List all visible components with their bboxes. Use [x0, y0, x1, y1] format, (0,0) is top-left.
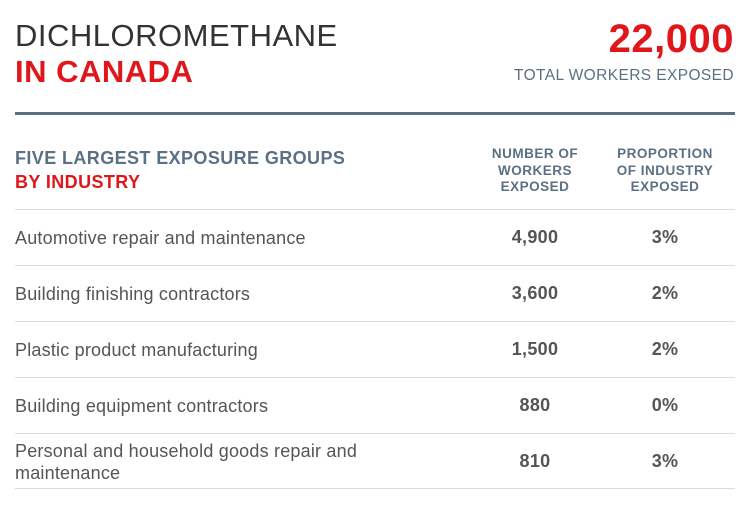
workers-cell: 4,900 — [511, 227, 559, 247]
workers-cell: 880 — [519, 395, 551, 415]
industry-cell: Building equipment contractors — [15, 395, 269, 416]
proportion-cell: 3% — [651, 451, 679, 471]
proportion-cell: 2% — [651, 339, 679, 359]
workers-cell: 3,600 — [511, 283, 559, 303]
column-header-proportion-line: EXPOSED — [630, 179, 700, 194]
column-header-proportion-line: PROPORTION — [617, 146, 713, 161]
table-heading-line1: FIVE LARGEST EXPOSURE GROUPS — [15, 148, 346, 168]
column-header-workers-line: NUMBER OF — [491, 146, 579, 161]
column-header-workers-line: WORKERS — [498, 162, 572, 178]
table-row — [15, 433, 735, 489]
column-header-workers-line: EXPOSED — [500, 179, 570, 194]
table-row — [15, 265, 735, 321]
proportion-cell: 2% — [651, 283, 679, 303]
column-header-proportion-line: OF INDUSTRY — [616, 162, 714, 178]
page-title: DICHLOROMETHANE — [15, 18, 338, 53]
table-row — [15, 209, 735, 265]
page-subtitle: IN CANADA — [15, 54, 194, 89]
workers-cell: 810 — [519, 451, 551, 471]
table-row — [15, 377, 735, 433]
total-workers-label: TOTAL WORKERS EXPOSED — [514, 67, 734, 84]
industry-cell: Plastic product manufacturing — [15, 339, 258, 360]
total-workers-value: 22,000 — [608, 17, 734, 61]
exposure-table — [15, 209, 735, 489]
table-heading-line2: BY INDUSTRY — [15, 172, 141, 192]
industry-cell: Personal and household goods repair and maintenance — [15, 440, 358, 483]
proportion-cell: 3% — [651, 227, 679, 247]
table-row — [15, 321, 735, 377]
column-header-workers — [470, 146, 600, 196]
industry-cell: Automotive repair and maintenance — [15, 227, 306, 248]
column-header-proportion — [600, 146, 730, 196]
workers-cell: 1,500 — [511, 339, 559, 359]
industry-cell: Building finishing contractors — [15, 283, 251, 304]
header-divider — [15, 112, 735, 115]
proportion-cell: 0% — [651, 395, 679, 415]
table-heading — [15, 146, 345, 194]
